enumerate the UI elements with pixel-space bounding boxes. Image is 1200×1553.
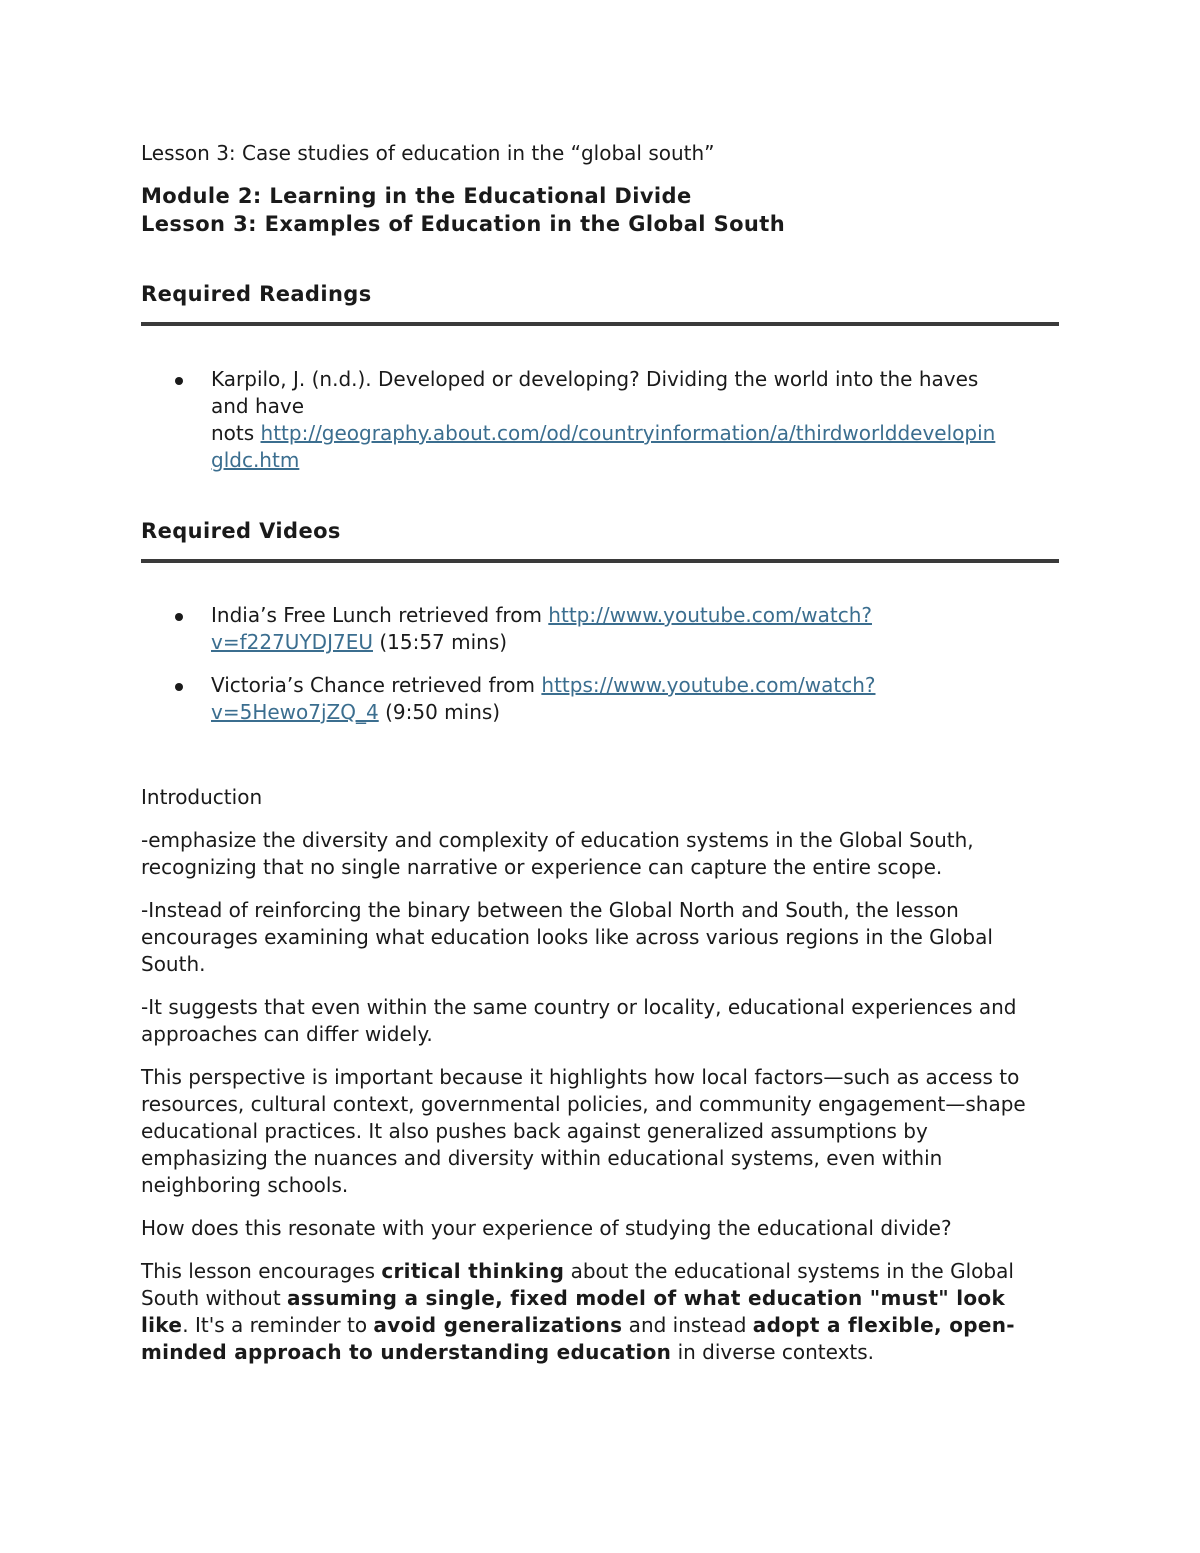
video-prefix: India’s Free Lunch retrieved from — [211, 603, 549, 627]
closing-emphasis: critical thinking — [381, 1259, 565, 1283]
closing-text: This lesson encourages — [141, 1259, 382, 1283]
video-duration: (9:50 mins) — [378, 700, 501, 724]
body-content — [141, 784, 1059, 1382]
module-heading — [141, 182, 785, 238]
video-link-part1[interactable]: https://www.youtube.com/watch? — [541, 673, 876, 697]
closing-emphasis: assuming a single, fixed model of what education "must" look like — [141, 1286, 1006, 1337]
bullet-icon — [175, 683, 183, 691]
list-item — [141, 672, 1059, 726]
body-paragraph: -It suggests that even within the same country or locality, educational experiences and approaches can differ widely. — [141, 995, 1017, 1046]
body-paragraph-closing — [141, 1258, 1059, 1366]
videos-list — [141, 602, 1059, 742]
closing-emphasis: adopt a flexible, open-minded approach to understanding education — [141, 1313, 1015, 1364]
list-item — [141, 602, 1059, 656]
reading-citation-line1: Karpilo, J. (n.d.). Developed or developing? Dividing the world into the haves — [211, 367, 979, 391]
video-duration: (15:57 mins) — [372, 630, 508, 654]
reading-link[interactable] — [211, 421, 995, 472]
list-item — [141, 366, 1059, 474]
videos-divider — [141, 559, 1059, 563]
reading-citation-prefix: nots — [211, 421, 261, 445]
readings-heading: Required Readings — [141, 282, 372, 306]
readings-list — [141, 366, 1059, 490]
closing-text: about the educational systems in the Global South without — [141, 1259, 1014, 1310]
bullet-icon — [175, 613, 183, 621]
body-question: How does this resonate with your experience of studying the educational divide? — [141, 1216, 952, 1240]
closing-text: . It's a reminder to — [182, 1313, 374, 1337]
closing-text: in diverse contexts. — [671, 1340, 875, 1364]
videos-heading: Required Videos — [141, 519, 341, 543]
bullet-icon — [175, 377, 183, 385]
video-link-part2[interactable]: v=5Hewo7jZQ_4 — [211, 700, 379, 724]
video-link-part1[interactable]: http://www.youtube.com/watch? — [548, 603, 872, 627]
body-paragraph: -Instead of reinforcing the binary between the Global North and South, the lesson encourages examining what education looks like across various regions in the Global South. — [141, 898, 993, 976]
document-top-line: Lesson 3: Case studies of education in the “global south” — [141, 141, 715, 165]
closing-emphasis: avoid generalizations — [373, 1313, 623, 1337]
reading-citation-line2: and have — [211, 394, 305, 418]
video-link-part2[interactable]: v=f227UYDJ7EU — [211, 630, 373, 654]
video-prefix: Victoria’s Chance retrieved from — [211, 673, 542, 697]
reading-link-part2[interactable]: gldc.htm — [211, 448, 300, 472]
module-title: Module 2: Learning in the Educational Divide — [141, 184, 692, 208]
lesson-title: Lesson 3: Examples of Education in the Global South — [141, 212, 786, 236]
reading-link-part1[interactable]: http://geography.about.com/od/countryinformation/a/thirdworlddevelopin — [260, 421, 996, 445]
readings-divider — [141, 322, 1059, 326]
closing-text: and instead — [622, 1313, 753, 1337]
body-paragraph: -emphasize the diversity and complexity of education systems in the Global South, recognizing that no single narrative or experience can capture the entire scope. — [141, 828, 974, 879]
body-paragraph: This perspective is important because it highlights how local factors—such as access to resources, cultural context, governmental policies, and community engagement—shape educational practices. It also pushes back against generalized assumptions by emphasizing the nuances and diversity within educational systems, even within neighboring schools. — [141, 1065, 1026, 1197]
intro-label: Introduction — [141, 785, 263, 809]
